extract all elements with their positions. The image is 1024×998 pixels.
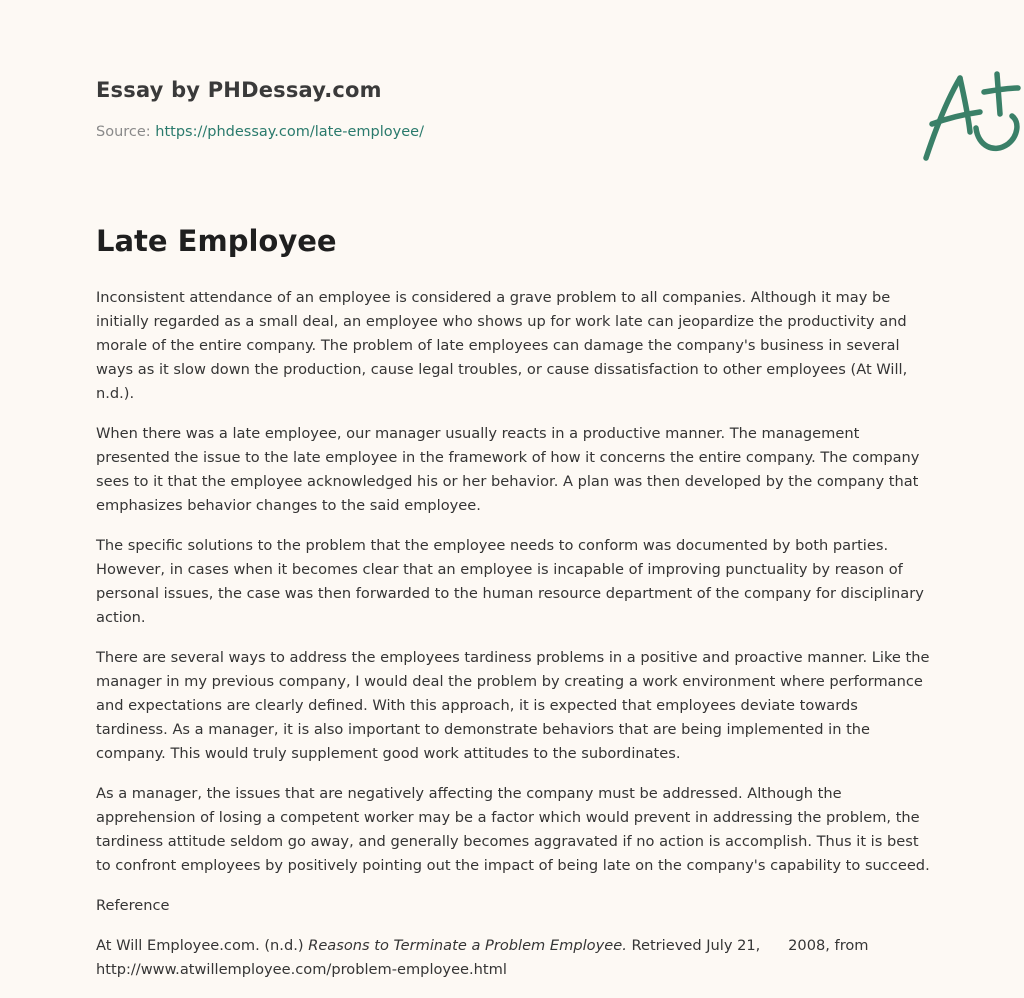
reference-heading: Reference [96,897,170,914]
essay-title: Late Employee [96,224,337,258]
reference-title: Reasons to Terminate a Problem Employee. [308,937,627,954]
a-plus-logo-icon [914,66,1024,170]
essay-body [96,286,932,998]
reference-entry [96,934,932,982]
source-label: Source: [96,124,156,140]
reference-suffix: Retrieved July 21, 2008, from http://www.atwillemployee.com/problem-employee.html [96,937,874,978]
paragraph-3: The specific solutions to the problem that the employee needs to conform was documented by both parties. However, in cases when it becomes clear that an employee is incapable of improving punctuality by reason of personal issues, the case was then forwarded to the human resource department of the company for disciplinary action. [96,537,924,626]
paragraph-2: When there was a late employee, our manager usually reacts in a productive manner. The management presented the issue to the late employee in the framework of how it concerns the entire company. The company sees to it that the employee acknowledged his or her behavior. A plan was then developed by the company that emphasizes behavior changes to the said employee. [96,425,920,514]
reference-prefix: At Will Employee.com. (n.d.) [96,937,309,954]
source-link[interactable]: https://phdessay.com/late-employee/ [155,124,424,140]
site-brand: Essay by PHDessay.com [96,78,382,102]
paragraph-4: There are several ways to address the employees tardiness problems in a positive and proactive manner. Like the manager in my previous company, I would deal the problem by creating a work environment where performance and expectations are clearly defined. With this approach, it is expected that employees deviate towards tardiness. As a manager, it is also important to demonstrate behaviors that are being implemented in the company. This would truly supplement good work attitudes to the subordinates. [96,649,930,762]
paragraph-5: As a manager, the issues that are negatively affecting the company must be addressed. Although the apprehension of losing a competent worker may be a factor which would prevent in addressing the problem, the tardiness attitude seldom go away, and generally becomes aggravated if no action is accomplish. Thus it is best to confront employees by positively pointing out the impact of being late on the company's capability to succeed. [96,785,930,874]
paragraph-1: Inconsistent attendance of an employee is considered a grave problem to all companies. Although it may be initially regarded as a small deal, an employee who shows up for work late can jeopardize the productivity and morale of the entire company. The problem of late employees can damage the company's business in several ways as it slow down the production, cause legal troubles, or cause dissatisfaction to other employees (At Will, n.d.). [96,289,908,402]
source-line [96,124,424,140]
